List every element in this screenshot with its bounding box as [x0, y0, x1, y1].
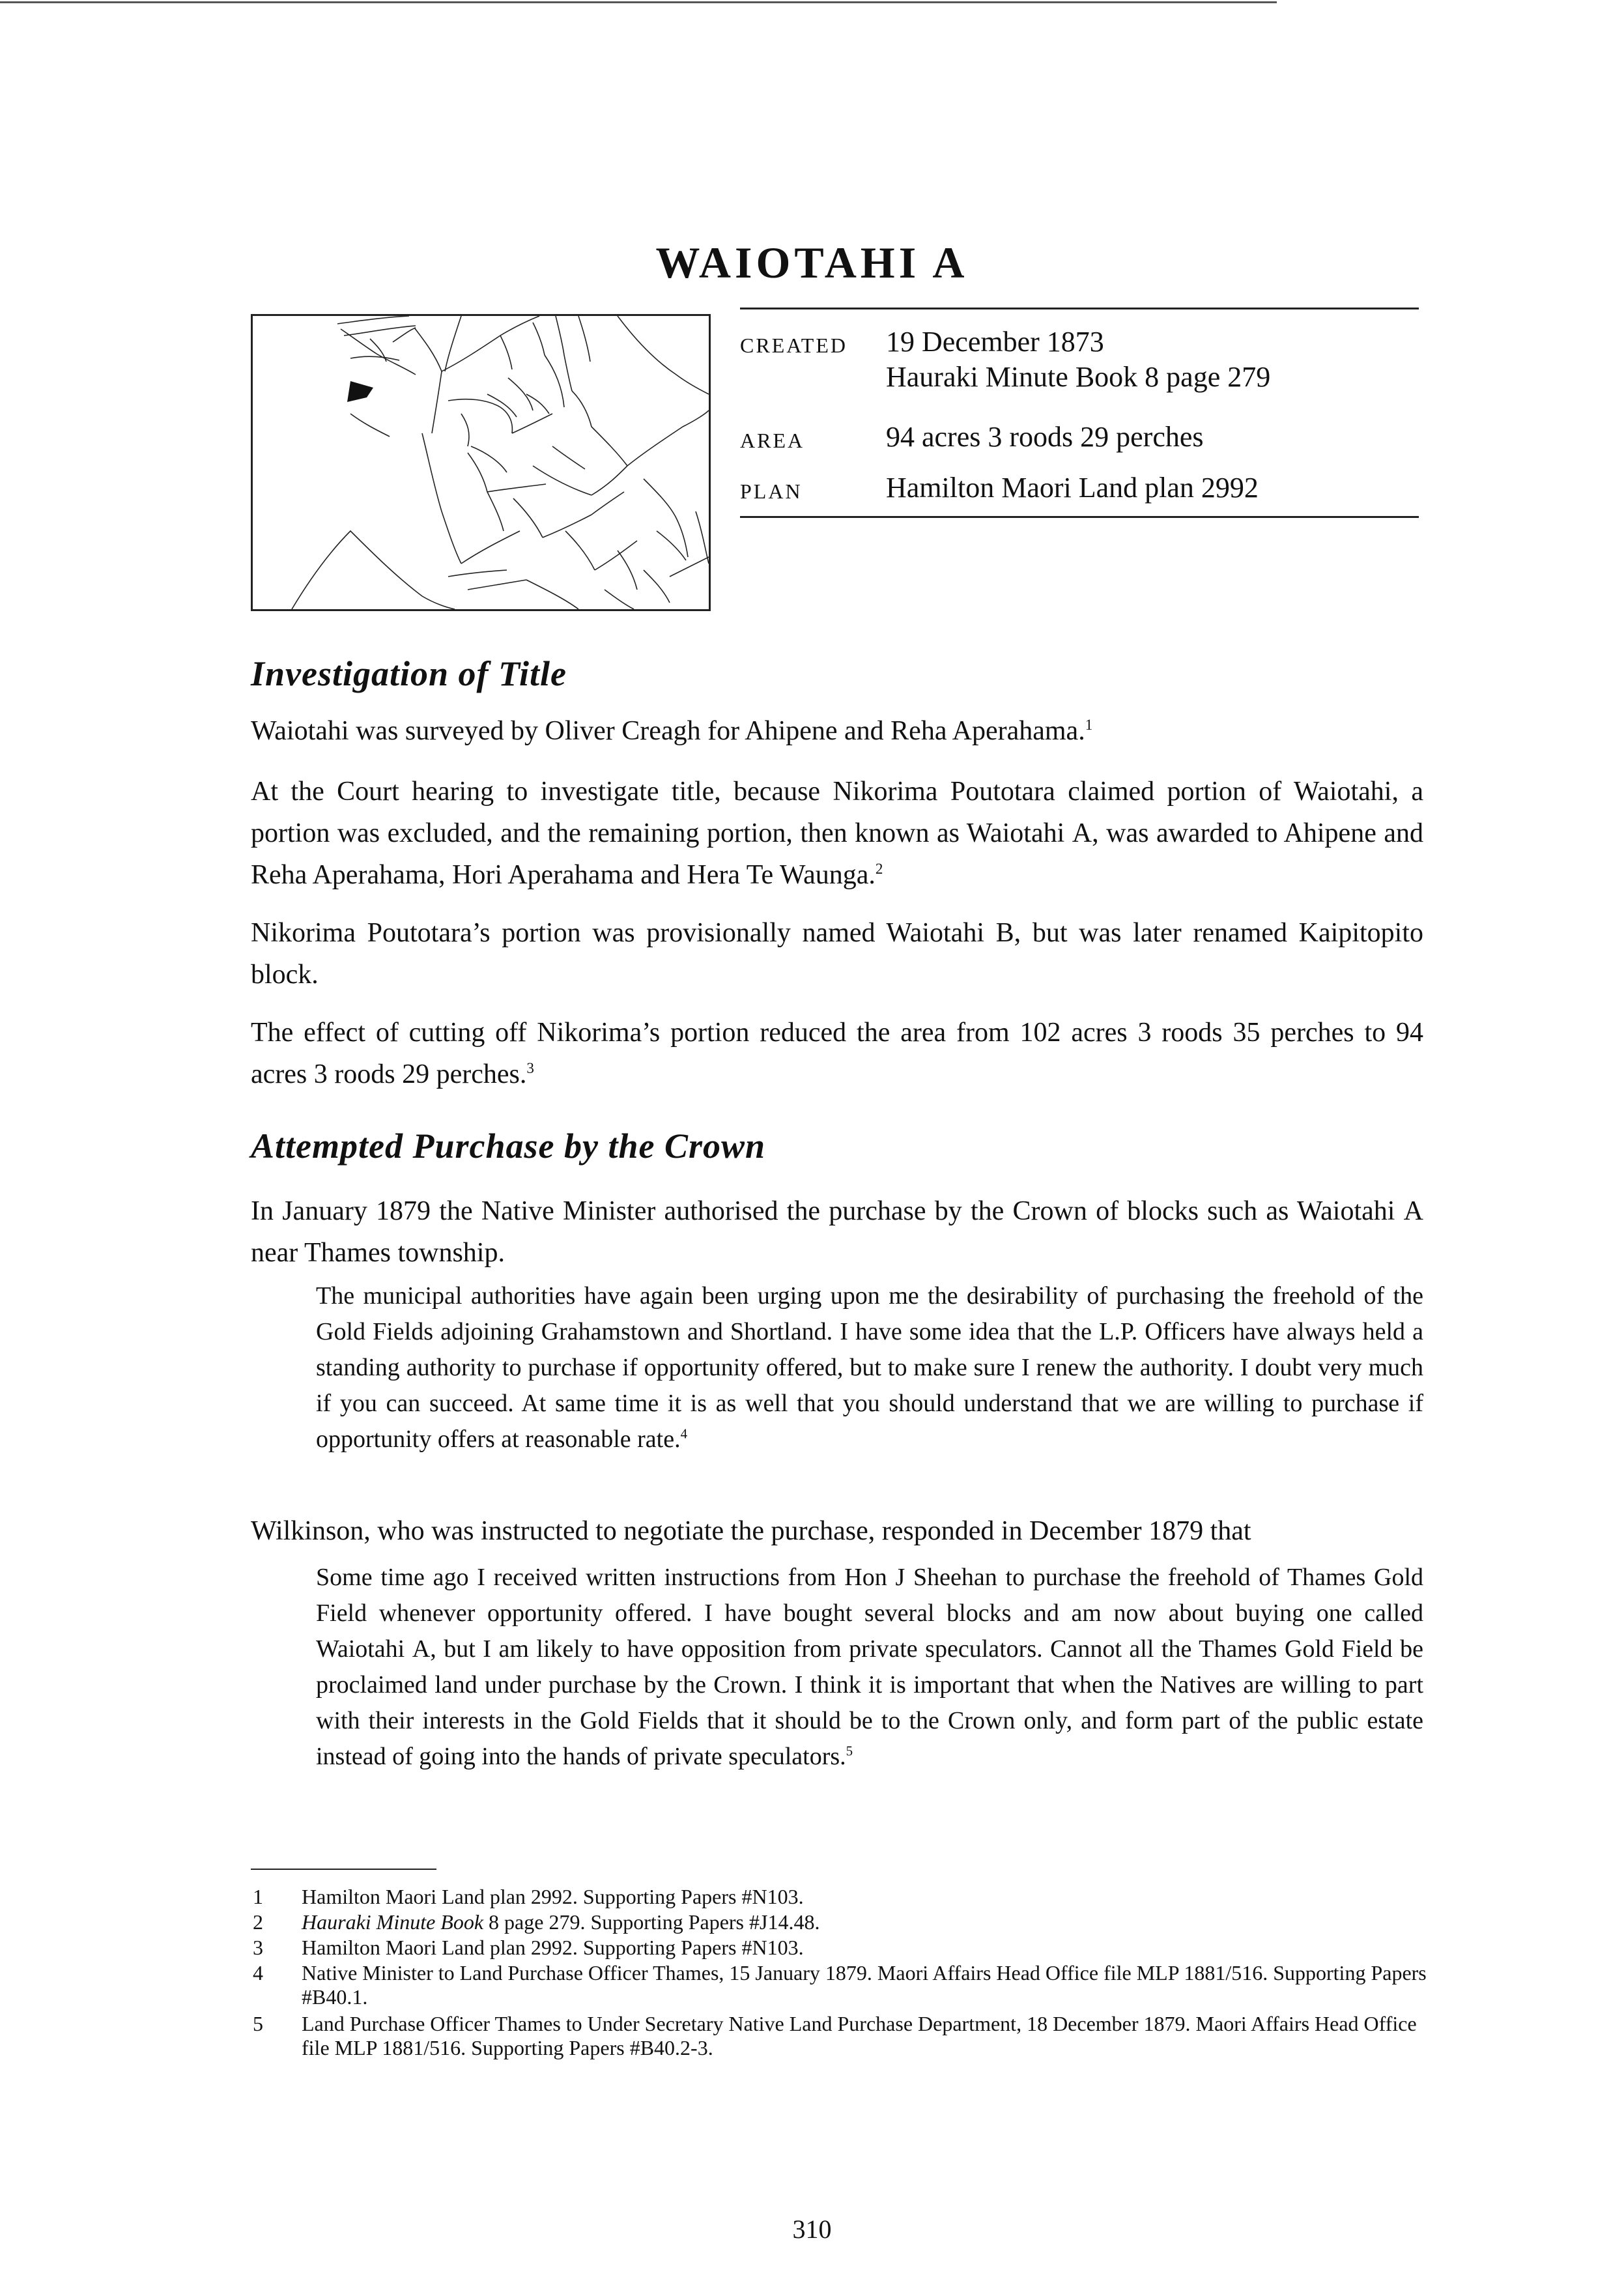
section-heading-investigation: Investigation of Title: [251, 654, 567, 693]
quote-native-minister: The municipal authorities have again been urging upon me the desirability of purchasing the freehold of the Gold Fields adjoining Grahamstown and Shortland. I have some idea that the L.P. Officers have always held a standing authority to purchase if opportunity offered, but to make sure I renew the authority. I doubt very much if you can succeed. At same time it is as well that you should understand that we are willing to purchase if opportunity offers at reasonable rate.$^4$: [316, 1282, 1423, 1453]
section-heading-crown-purchase: Attempted Purchase by the Crown: [251, 1126, 766, 1166]
map-boundaries: [292, 316, 709, 609]
footnote-number: 1: [253, 1885, 263, 1908]
footnote-ref-2: 2: [875, 860, 883, 877]
footnote-ref-1: 1: [1085, 716, 1093, 733]
area-value: 94 acres 3 roods 29 perches: [886, 421, 1204, 453]
footnote-number: 5: [253, 2012, 263, 2035]
paragraph-area-reduction: The effect of cutting off Nikorima’s portion reduced the area from 102 acres 3 roods 35 perches to 94 acres 3 roods 29 perches.$^3$: [251, 1018, 1423, 1089]
footnote-number: 2: [253, 1910, 263, 1934]
page-number: 310: [792, 2214, 832, 2244]
info-top-rule: [740, 308, 1419, 309]
waiotahi-block-highlight: [347, 381, 373, 402]
paragraph-waiotahi-b: Nikorima Poutotara’s portion was provisionally named Waiotahi B, but was later renamed Kaipitopito block.: [251, 918, 1423, 990]
footnote-ref-3: 3: [526, 1059, 534, 1076]
quote-wilkinson: Some time ago I received written instructions from Hon J Sheehan to purchase the freehold of Thames Gold Field whenever opportunity offered. I have bought several blocks and am now about buying one called Waiotahi A, but I am likely to have opposition from private speculators. Cannot all the Thames Gold Field be proclaimed land under purchase by the Crown. I think it is important that when the Natives are willing to part with their interests in the Gold Fields that it should be to the Crown only, and form part of the public estate instead of going into the hands of private speculators.$^5$: [316, 1564, 1423, 1770]
location-map: [251, 314, 711, 611]
footnote-separator: [251, 1869, 436, 1870]
paragraph-court-hearing: At the Court hearing to investigate title, because Nikorima Poutotara claimed portion of Waiotahi, a portion was excluded, and the remaining portion, then known as Waiotahi A, was awarded to Ahipene and Reha Aperahama, Hori Aperahama and Hera Te Waunga.$^2$: [251, 777, 1423, 890]
footnote-ref-4: 4: [680, 1426, 688, 1442]
footnote-number: 4: [253, 1961, 263, 1985]
paragraph-survey: Waiotahi was surveyed by Oliver Creagh for Ahipene and Reha Aperahama.$^1$: [251, 716, 1093, 746]
footnote-2: Hauraki Minute Book 8 page 279. Supporting Papers #J14.48.: [302, 1910, 820, 1934]
footnote-5: Land Purchase Officer Thames to Under Secretary Native Land Purchase Department, 18 December 1879. Maori Affairs Head Office file MLP 1881/516. Supporting Papers #B40.2-3.: [302, 2012, 1417, 2059]
created-date: 19 December 1873: [886, 326, 1104, 358]
plan-value: Hamilton Maori Land plan 2992: [886, 472, 1259, 504]
area-label: AREA: [740, 429, 805, 452]
footnote-number: 3: [253, 1936, 263, 1959]
paragraph-wilkinson: Wilkinson, who was instructed to negotiate the purchase, responded in December 1879 that: [251, 1516, 1251, 1546]
footnote-4: Native Minister to Land Purchase Officer Thames, 15 January 1879. Maori Affairs Head Office file MLP 1881/516. Supporting Papers #B40.1.: [302, 1961, 1427, 2009]
map-drawing: [253, 316, 709, 609]
created-label: CREATED: [740, 334, 848, 357]
info-bottom-rule: [740, 516, 1419, 518]
footnote-ref-5: 5: [846, 1743, 853, 1759]
paragraph-native-minister: In January 1879 the Native Minister authorised the purchase by the Crown of blocks such as Waiotahi A near Thames township.: [251, 1196, 1423, 1268]
footnote-1: Hamilton Maori Land plan 2992. Supporting Papers #N103.: [302, 1885, 804, 1908]
top-rule: [0, 1, 1277, 3]
created-reference: Hauraki Minute Book 8 page 279: [886, 361, 1271, 393]
plan-label: PLAN: [740, 480, 803, 503]
page-title: WAIOTAHI A: [655, 237, 969, 287]
footnote-3: Hamilton Maori Land plan 2992. Supporting Papers #N103.: [302, 1936, 804, 1959]
